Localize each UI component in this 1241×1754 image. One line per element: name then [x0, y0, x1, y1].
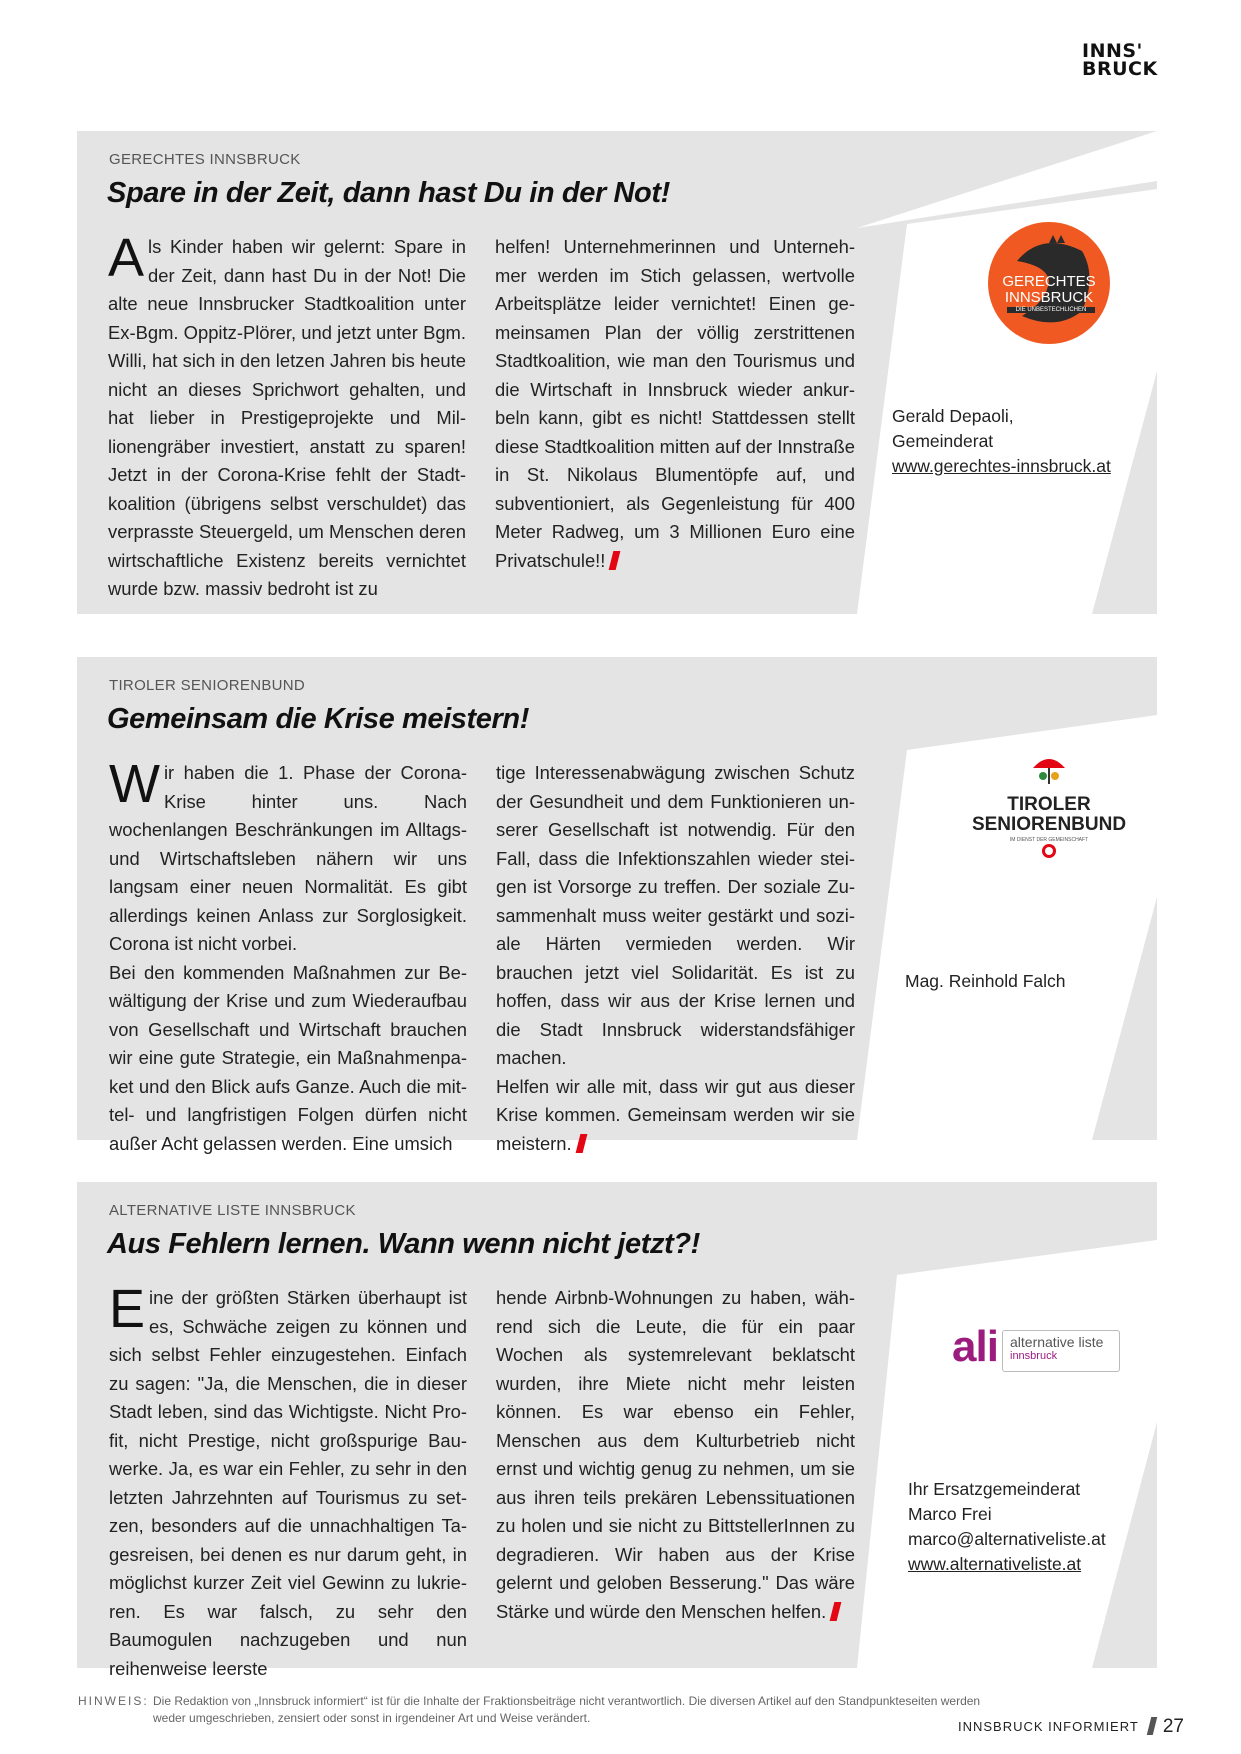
gerechtes-logo-line-3: DIE UNBESTECHLICHEN: [1007, 307, 1095, 313]
contact-block: [905, 969, 1066, 994]
gerechtes-logo-line-1: GERECHTES: [1002, 273, 1096, 290]
column-text: ls Kinder haben wir gelernt: Spare in der Zeit, dann hast Du in der Not! Die alte neue Innsbrucker Stadtkoalition unter Ex-Bgm. Oppitz-Plörer, und jetzt unter Bgm. Willi, hat sich in den letzen Jahren bis heute nicht an dieses Sprichwort gehalten, und hat lieber in Prestigeprojekte und Millionengräber investiert, anstatt zu sparen! Jetzt in der Corona-Krise fehlt der Stadtkoalition (übrigens selbst verschuldet) das verprasste Steuergeld, um Menschen deren wirtschaftliche Existenz bereits vernichtet wurde bzw. massiv bedroht ist zu: [108, 236, 466, 599]
drop-cap: A: [108, 228, 145, 288]
end-mark-icon: [609, 551, 621, 570]
column-text: tige Interessenabwägung zwischen Schutz der Gesundheit und dem Funktionieren unserer Gesellschaft ist notwendig. Für den Fall, dass die Infektionszahlen wieder steigen ist Vorsorge zu treffen. Der soziale Zusammenhalt muss weiter gestärkt und soziale Härten vermieden werden. Wir brauchen jetzt viel Solidarität. Es ist zu hoffen, dass wir aus der Krise lernen und die Stadt Innsbruck widerstandsfähiger machen.: [496, 762, 855, 1068]
ali-logo: [952, 1322, 1122, 1378]
seniorenbund-logo-line-1: TIROLER: [1007, 794, 1091, 815]
article-column-2: [495, 233, 855, 575]
article-column-1: [108, 228, 466, 604]
column-text: Bei den kommenden Maßnahmen zur Bewältigung der Krise und zum Wiederaufbau von Gesellschaft und Wirtschaft brauchen wir eine gute Strategie, ein Maßnahmenpaket und den Blick aufs Ganze. Auch die mittel- und langfristigen Folgen dürfen nicht außer Acht gelassen werden. Eine umsich: [109, 961, 467, 1154]
publication-name: INNSBRUCK INFORMIERT: [958, 1719, 1139, 1734]
end-mark-icon: [575, 1134, 587, 1153]
article-column-2: [496, 759, 855, 1158]
contact-name: Marco Frei: [908, 1504, 992, 1524]
column-text: ir haben die 1. Phase der Corona-Krise hinter uns. Nach wochenlangen Beschränkungen im Alltags- und Wirtschaftsleben nähern wir uns langsam einer neuen Normalität. Es gibt allerdings keinen Anlass zur Sorglosigkeit. Corona ist nicht vorbei.: [109, 762, 467, 954]
drop-cap: E: [109, 1279, 146, 1339]
seniorenbund-logo: [969, 750, 1129, 860]
section-label: GERECHTES INNSBRUCK: [109, 151, 301, 168]
article-gerechtes-innsbruck: [77, 131, 1157, 614]
contact-email[interactable]: marco@alternativeliste.at: [908, 1529, 1106, 1549]
innsbruck-logo: [1082, 42, 1158, 78]
emblem-icon: [1041, 843, 1057, 859]
article-headline: Spare in der Zeit, dann hast Du in der Not!: [107, 177, 670, 209]
website-link[interactable]: www.alternativeliste.at: [908, 1554, 1082, 1574]
hint-label: HINWEIS:: [78, 1694, 149, 1708]
panel-white-shape: [857, 131, 1157, 614]
panel-white-shape: [857, 657, 1157, 1140]
column-text: hende Airbnb-Wohnungen zu haben, während sich die Leute, die für ein paar Wochen als systemrelevant beklatscht wurden, ihre Miete nicht mehr leisten können. Es war ebenso ein Fehler, Menschen aus dem Kulturbetrieb nicht ernst und wichtig genug zu nehmen, um sie aus ihren teils prekären Lebenssituationen zu holen und sie nicht zu BittstellerInnen zu degradieren. Wir haben aus der Krise gelernt und geloben Besserung." Das wäre Stärke und würde den Menschen helfen.: [496, 1287, 855, 1622]
column-text: helfen! Unternehmerinnen und Unternehmer werden im Stich gelassen, wertvolle Arbeitsplätze leider vernichtet! Einen gemeinsamen Plan der völlig zerstrittenen Stadtkoalition, wie man den Tourismus und die Wirtschaft in Innsbruck wieder ankurbeln kann, gibt es nicht! Stattdessen stellt diese Stadtkoalition mitten auf der Innstraße in St. Nikolaus Blumentöpfe auf, und subventioniert, als Gegenleistung für 400 Meter Radweg, um 3 Millionen Euro eine Privatschule!!: [495, 236, 855, 571]
article-tiroler-seniorenbund: [77, 657, 1157, 1154]
contact-role: Ihr Ersatzgemeinderat: [908, 1479, 1081, 1499]
ali-logo-main: ali: [952, 1322, 998, 1371]
hint-text: Die Redaktion von „Innsbruck informiert“ ist für die Inhalte der Fraktionsbeiträge nicht verantwortlich. Die diversen Artikel auf den Standpunkteseiten werden weder umgeschrieben, zensiert oder sonst in irgendeiner Art und Weise verändert.: [153, 1694, 981, 1725]
article-column-2: [496, 1284, 855, 1626]
contact-name: Mag. Reinhold Falch: [905, 971, 1066, 991]
article-headline: Gemeinsam die Krise meistern!: [107, 703, 529, 735]
article-headline: Aus Fehlern lernen. Wann wenn nicht jetzt?!: [107, 1228, 700, 1260]
separator-icon: [1147, 1717, 1157, 1735]
gerechtes-logo: [987, 221, 1111, 345]
website-link[interactable]: www.gerechtes-innsbruck.at: [892, 456, 1111, 476]
contact-name: Gerald Depaoli,: [892, 406, 1014, 426]
article-column-1: [109, 754, 467, 1158]
page-number: 27: [1162, 1716, 1184, 1737]
article-column-1: [109, 1279, 467, 1683]
seniorenbund-logo-line-3: IM DIENST DER GEMEINSCHAFT: [1009, 837, 1089, 843]
contact-block: [908, 1477, 1106, 1577]
contact-role: Gemeinderat: [892, 431, 994, 451]
drop-cap: W: [109, 754, 160, 814]
article-alternative-liste: [77, 1182, 1157, 1679]
umbrella-icon: [1029, 750, 1069, 790]
column-text: ine der größten Stärken überhaupt ist es, Schwäche zeigen zu können und sich selbst Fehler einzugestehen. Einfach zu sagen: "Ja, die Menschen, die in dieser Stadt leben, sind das Wichtigste. Nicht Profit, nicht Prestige, nicht großspurige Bauwerke. Ja, es war ein Fehler, zu sehr in den letzten Jahrzehnten auf Tourismus zu setzen, besonders auf die unnachhaltigen Tagesreisen, bei denen es nur darum geht, in möglichst kurzer Zeit viel Gewinn zu lukrieren. Es war falsch, zu sehr den Baumogulen nachzugeben und nun reihenweise leerste: [109, 1287, 467, 1679]
gerechtes-logo-line-2: INNSBRUCK: [1004, 289, 1094, 306]
end-mark-icon: [830, 1602, 842, 1621]
ali-logo-sub-2: innsbruck: [1010, 1350, 1058, 1362]
panel-white-shape: [857, 1182, 1157, 1668]
logo-line-2: BRUCK: [1082, 58, 1158, 80]
column-text: Helfen wir alle mit, dass wir gut aus dieser Krise kommen. Gemeinsam werden wir sie meistern.: [496, 1075, 855, 1154]
ali-logo-sub-1: alternative liste: [1010, 1334, 1104, 1350]
logo-line-1: INNS': [1082, 40, 1143, 62]
section-label: TIROLER SENIORENBUND: [109, 677, 306, 694]
page-footer: [958, 1716, 1184, 1738]
contact-block: [892, 404, 1111, 479]
section-label: ALTERNATIVE LISTE INNSBRUCK: [109, 1202, 356, 1219]
seniorenbund-logo-line-2: SENIORENBUND: [971, 814, 1127, 835]
